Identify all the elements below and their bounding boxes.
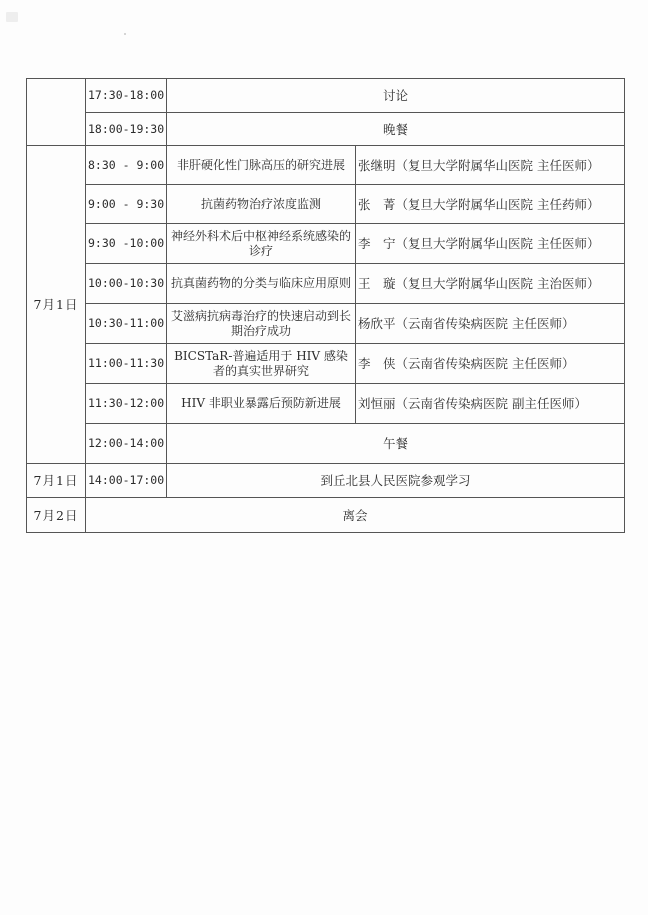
scan-speck bbox=[6, 12, 18, 22]
speaker-cell: 李 侠（云南省传染病医院 主任医师） bbox=[356, 344, 625, 384]
topic-cell: 艾滋病抗病毒治疗的快速启动到长期治疗成功 bbox=[167, 304, 356, 344]
table-row bbox=[27, 344, 625, 384]
date-cell: 7月1日 bbox=[27, 146, 86, 464]
date-cell bbox=[27, 79, 86, 146]
speaker-cell: 刘恒丽（云南省传染病医院 副主任医师） bbox=[356, 384, 625, 424]
topic-cell: BICSTaR-普遍适用于 HIV 感染者的真实世界研究 bbox=[167, 344, 356, 384]
table-row bbox=[27, 424, 625, 464]
topic-cell: 神经外科术后中枢神经系统感染的诊疗 bbox=[167, 224, 356, 264]
speaker-cell: 李 宁（复旦大学附属华山医院 主任医师） bbox=[356, 224, 625, 264]
time-cell: 12:00-14:00 bbox=[86, 424, 167, 464]
topic-cell: 抗菌药物治疗浓度监测 bbox=[167, 185, 356, 224]
activity-cell: 午餐 bbox=[167, 424, 625, 464]
date-cell: 7月2日 bbox=[27, 498, 86, 533]
activity-cell: 到丘北县人民医院参观学习 bbox=[167, 464, 625, 498]
table-row bbox=[27, 498, 625, 533]
time-cell: 11:00-11:30 bbox=[86, 344, 167, 384]
schedule-table bbox=[26, 78, 625, 533]
activity-cell: 离会 bbox=[86, 498, 625, 533]
speaker-cell: 杨欣平（云南省传染病医院 主任医师） bbox=[356, 304, 625, 344]
time-cell: 10:00-10:30 bbox=[86, 264, 167, 304]
table-row bbox=[27, 185, 625, 224]
topic-cell: HIV 非职业暴露后预防新进展 bbox=[167, 384, 356, 424]
table-row bbox=[27, 304, 625, 344]
table-row bbox=[27, 384, 625, 424]
table-row bbox=[27, 464, 625, 498]
speaker-cell: 张继明（复旦大学附属华山医院 主任医师） bbox=[356, 146, 625, 185]
table-row bbox=[27, 113, 625, 146]
table-row bbox=[27, 224, 625, 264]
speaker-cell: 张 菁（复旦大学附属华山医院 主任药师） bbox=[356, 185, 625, 224]
date-cell: 7月1日 bbox=[27, 464, 86, 498]
time-cell: 9:00 - 9:30 bbox=[86, 185, 167, 224]
topic-cell: 非肝硬化性门脉高压的研究进展 bbox=[167, 146, 356, 185]
time-cell: 11:30-12:00 bbox=[86, 384, 167, 424]
scan-speck bbox=[124, 33, 126, 35]
activity-cell: 讨论 bbox=[167, 79, 625, 113]
time-cell: 10:30-11:00 bbox=[86, 304, 167, 344]
table-row bbox=[27, 146, 625, 185]
time-cell: 8:30 - 9:00 bbox=[86, 146, 167, 185]
time-cell: 14:00-17:00 bbox=[86, 464, 167, 498]
table-row bbox=[27, 264, 625, 304]
activity-cell: 晚餐 bbox=[167, 113, 625, 146]
table-row bbox=[27, 79, 625, 113]
topic-cell: 抗真菌药物的分类与临床应用原则 bbox=[167, 264, 356, 304]
speaker-cell: 王 璇（复旦大学附属华山医院 主治医师） bbox=[356, 264, 625, 304]
time-cell: 9:30 -10:00 bbox=[86, 224, 167, 264]
time-cell: 17:30-18:00 bbox=[86, 79, 167, 113]
time-cell: 18:00-19:30 bbox=[86, 113, 167, 146]
